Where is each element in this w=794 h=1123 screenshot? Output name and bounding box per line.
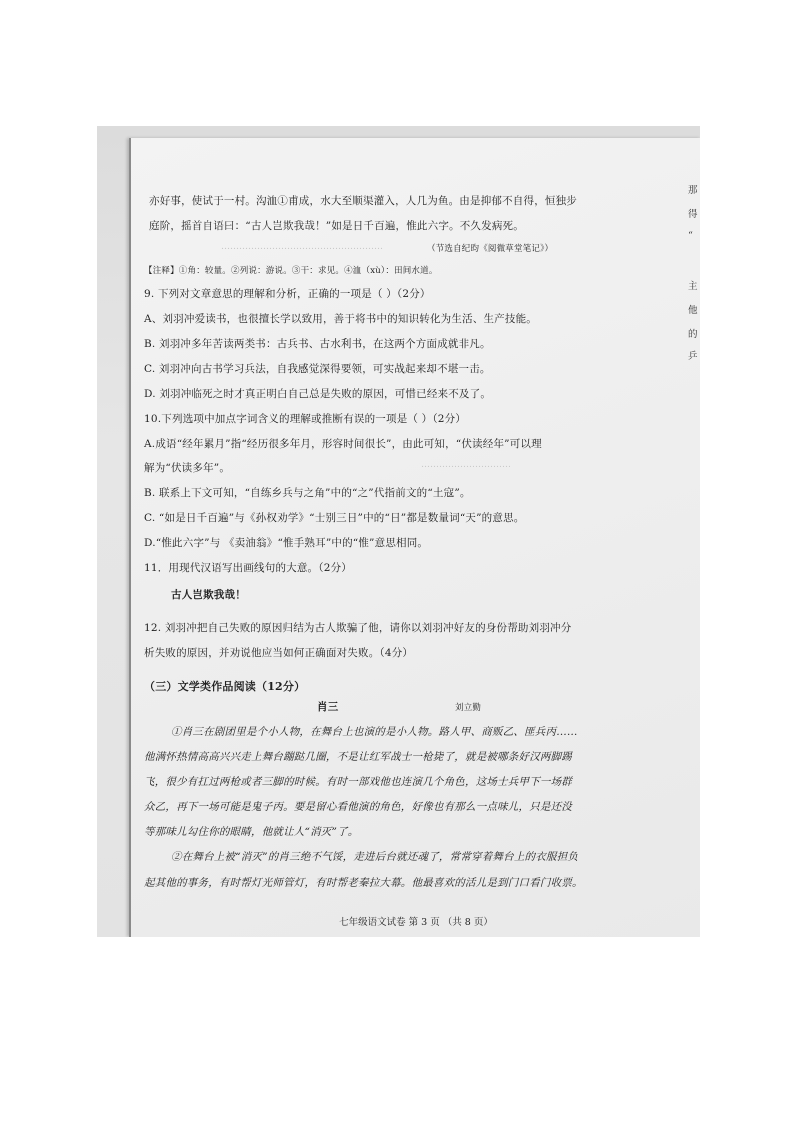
exam-page (129, 138, 700, 937)
adjacent-page-char: “ (688, 230, 693, 241)
question-10-option-a-cont: 解为“伏读多年”。 (144, 462, 231, 474)
story-title: 肖三 (317, 701, 339, 713)
adjacent-page-char: 的 (688, 329, 698, 340)
passage-source: （节选自纪昀《阅微草堂笔记》） (427, 244, 554, 254)
question-9-option-c: C. 刘羽冲向古书学习兵法，自我感觉深得要领，可实战起来却不堪一击。 (144, 363, 491, 375)
story-paragraph-line: ②在舞台上被“消灭”的肖三绝不气馁，走进后台就还魂了，常常穿着舞台上的衣服担负 (171, 851, 579, 863)
passage-line: 亦好事，使试于一村。沟洫①甫成，水大至顺渠灌入，人几为鱼。由是抑郁不自得，恒独步 (149, 195, 577, 207)
story-paragraph-line: 飞，很少有扛过两枪或者三脚的时候。有时一部戏他也连演几个角色，这场士兵甲下一场群 (144, 776, 572, 788)
question-10-option-d: D.“惟此六字”与 《卖油翁》“惟手熟耳”中的“惟”意思相同。 (144, 537, 429, 549)
story-paragraph-line: 他满怀热情高高兴兴走上舞台蹦跶几圈，不是让红军战士一枪毙了，就是被哪条好汉两脚踢 (144, 751, 572, 763)
question-10-option-c: C. “如是日千百遍”与《孙权劝学》“士别三日”中的“日”都是数量词“天”的意思。 (144, 512, 525, 524)
question-11-quote: 古人岂欺我哉！ (171, 589, 246, 601)
adjacent-page-char: 他 (688, 305, 698, 316)
page-footer: 七年级语文试卷 第 3 页 （共 8 页） (339, 917, 493, 928)
question-9-option-a: A、刘羽冲爱读书，也很擅长学以致用，善于将书中的知识转化为生活、生产技能。 (144, 313, 537, 325)
adjacent-page-char: 乒 (688, 351, 698, 362)
question-10-stem: 10.下列选项中加点字词含义的理解或推断有误的一项是（ ）（2分） (144, 413, 467, 425)
story-paragraph-line: 起其他的事务，有时帮灯光师管灯，有时帮老秦拉大幕。他最喜欢的活儿是到门口看门收票。 (144, 877, 583, 889)
adjacent-page-char: 那 (688, 185, 698, 196)
bleed-through-text: ………………………… (421, 460, 511, 470)
question-12-stem: 12. 刘羽冲把自己失败的原因归结为古人欺骗了他，请你以刘羽冲好友的身份帮助刘羽冲分 (144, 622, 572, 634)
section-heading: （三）文学类作品阅读（12分） (144, 680, 306, 693)
story-author: 刘立勤 (455, 703, 482, 713)
adjacent-page-char: 得 (688, 209, 698, 220)
question-9-option-d: D. 刘羽冲临死之时才真正明白自己总是失败的原因，可惜已经来不及了。 (144, 388, 492, 400)
question-9-stem: 9. 下列对文章意思的理解和分析，正确的一项是（ ）（2分） (144, 288, 431, 300)
bleed-through-text: ……………………………………………… (221, 242, 383, 252)
question-12-stem-cont: 析失败的原因，并劝说他应当如何正确面对失败。（4分） (144, 647, 414, 659)
photo-background (97, 126, 700, 937)
question-10-option-b: B. 联系上下文可知，“自练乡兵与之角”中的“之”代指前文的“土寇”。 (144, 487, 471, 499)
adjacent-page-char: 主 (688, 281, 698, 292)
story-paragraph-line: ①肖三在剧团里是个小人物，在舞台上也演的是小人物。路人甲、商贩乙、匪兵丙…… (171, 726, 578, 738)
story-paragraph-line: 等那味儿勾住你的眼睛，他就让人“消灭”了。 (144, 826, 359, 838)
question-10-option-a: A.成语“经年累月”指“经历很多年月，形容时间很长”，由此可知，“伏读经年”可以理 (144, 438, 542, 450)
story-paragraph-line: 众乙，再下一场可能是鬼子丙。要是留心看他演的角色，好像也有那么一点味儿，只是还没 (144, 801, 572, 813)
passage-line: 庭阶，摇首自语曰：“古人岂欺我哉！”如是日千百遍，惟此六字。不久发病死。 (149, 220, 524, 232)
passage-notes: 【注释】①角：较量。②列说：游说。③干：求见。④洫（xù）：田间水道。 (144, 266, 438, 276)
question-9-option-b: B. 刘羽冲多年苦读两类书：古兵书、古水利书，在这两个方面成就非凡。 (144, 338, 491, 350)
question-11-stem: 11．用现代汉语写出画线句的大意。（2分） (144, 562, 352, 574)
